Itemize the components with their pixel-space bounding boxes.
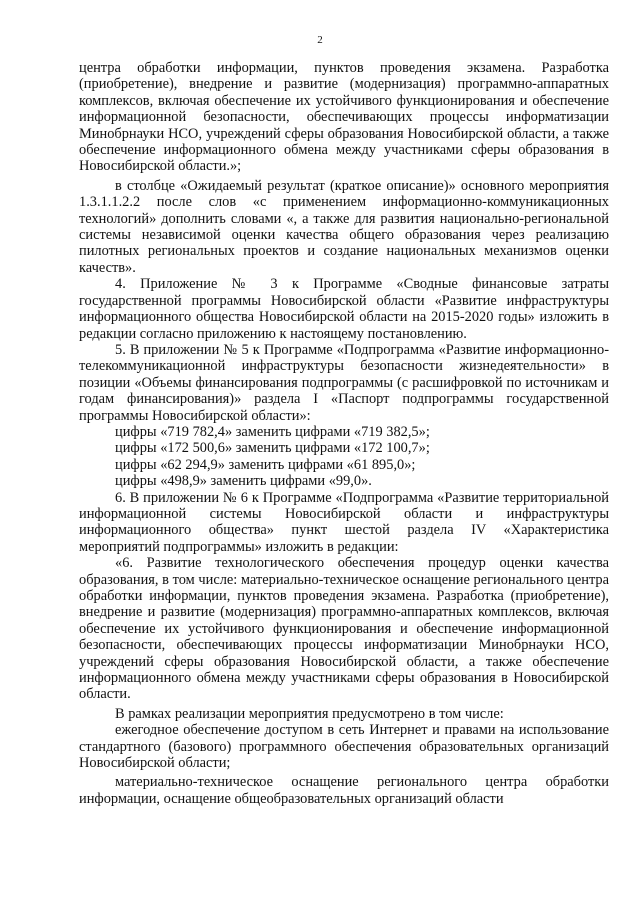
paragraph-item-5: 5. В приложении № 5 к Программе «Подпрограмма «Развитие информационно-телекоммуникационной инфраструктуры безопасности жизнедеятельности» в позиции «Объемы финансирования подпрограммы (с расшифровкой по источникам и годам финансирования)» раздела I «Паспорт подпрограммы государственной программы Новосибирской области»: [79, 341, 609, 424]
paragraph-continuation: центра обработки информации, пунктов проведения экзамена. Разработка (приобретение), внедрение и развитие (модернизация) программно-аппаратных комплексов, включая обеспечение их устойчивого функционирования и обеспечение информационной безопасности, обеспечивающих процессы информатизации Минобрнауки НСО, учреждений сферы образования Новосибирской области, а также обеспечение информационного обмена между участниками сферы образования в Новосибирской области.»; [79, 60, 609, 175]
paragraph-internet-access: ежегодное обеспечение доступом в сеть Интернет и правами на использование стандартного (базового) программного обеспечения образовательных организаций Новосибирской области; [79, 722, 609, 772]
page-number: 2 [317, 34, 323, 46]
paragraph-equipment: материально-техническое оснащение регионального центра обработки информации, оснащение общеобразовательных организаций области [79, 774, 609, 807]
document-body [79, 60, 609, 807]
paragraph-item-4: 4. Приложение № 3 к Программе «Сводные финансовые затраты государственной программы Новосибирской области «Развитие инфраструктуры информационного общества Новосибирской области на 2015-2020 годы» изложить в редакции согласно приложению к настоящему постановлению. [79, 276, 609, 342]
paragraph-measures-intro: В рамках реализации мероприятия предусмотрено в том числе: [115, 705, 504, 722]
paragraph-item-6: 6. В приложении № 6 к Программе «Подпрограмма «Развитие территориальной информационной системы Новосибирской области и инфраструктуры информационного общества» пункт шестой раздела IV «Характеристика мероприятий подпрограммы» изложить в редакции: [79, 489, 609, 555]
paragraph-figures-3: цифры «62 294,9» заменить цифрами «61 895,0»; [115, 456, 416, 473]
paragraph-section-6-quote: «6. Развитие технологического обеспечения процедур оценки качества образования, в том числе: материально-техническое оснащение регионального центра обработки информации, пунктов проведения экзамена. Разработка (приобретение), внедрение и развитие (модернизация) программно-аппаратных комплексов, включая обеспечение их устойчивого функционирования и обеспечение информационной безопасности, обеспечивающих процессы информатизации Минобрнауки НСО, учреждений сферы образования Новосибирской области, а также обеспечение информационного обмена между участниками сферы образования в Новосибирской области. [79, 555, 609, 703]
paragraph-expected-result: в столбце «Ожидаемый результат (краткое описание)» основного мероприятия 1.3.1.1.2.2 после слов «с применением информационно-коммуникационных технологий» дополнить словами «, а также для развития национально-региональной системы независимой оценки качества общего образования через реализацию пилотных региональных проектов и создание национальных механизмов оценки качеств». [79, 177, 609, 276]
paragraph-figures-1: цифры «719 782,4» заменить цифрами «719 382,5»; [115, 423, 430, 440]
paragraph-figures-4: цифры «498,9» заменить цифрами «99,0». [115, 473, 372, 490]
paragraph-figures-2: цифры «172 500,6» заменить цифрами «172 100,7»; [115, 440, 430, 457]
